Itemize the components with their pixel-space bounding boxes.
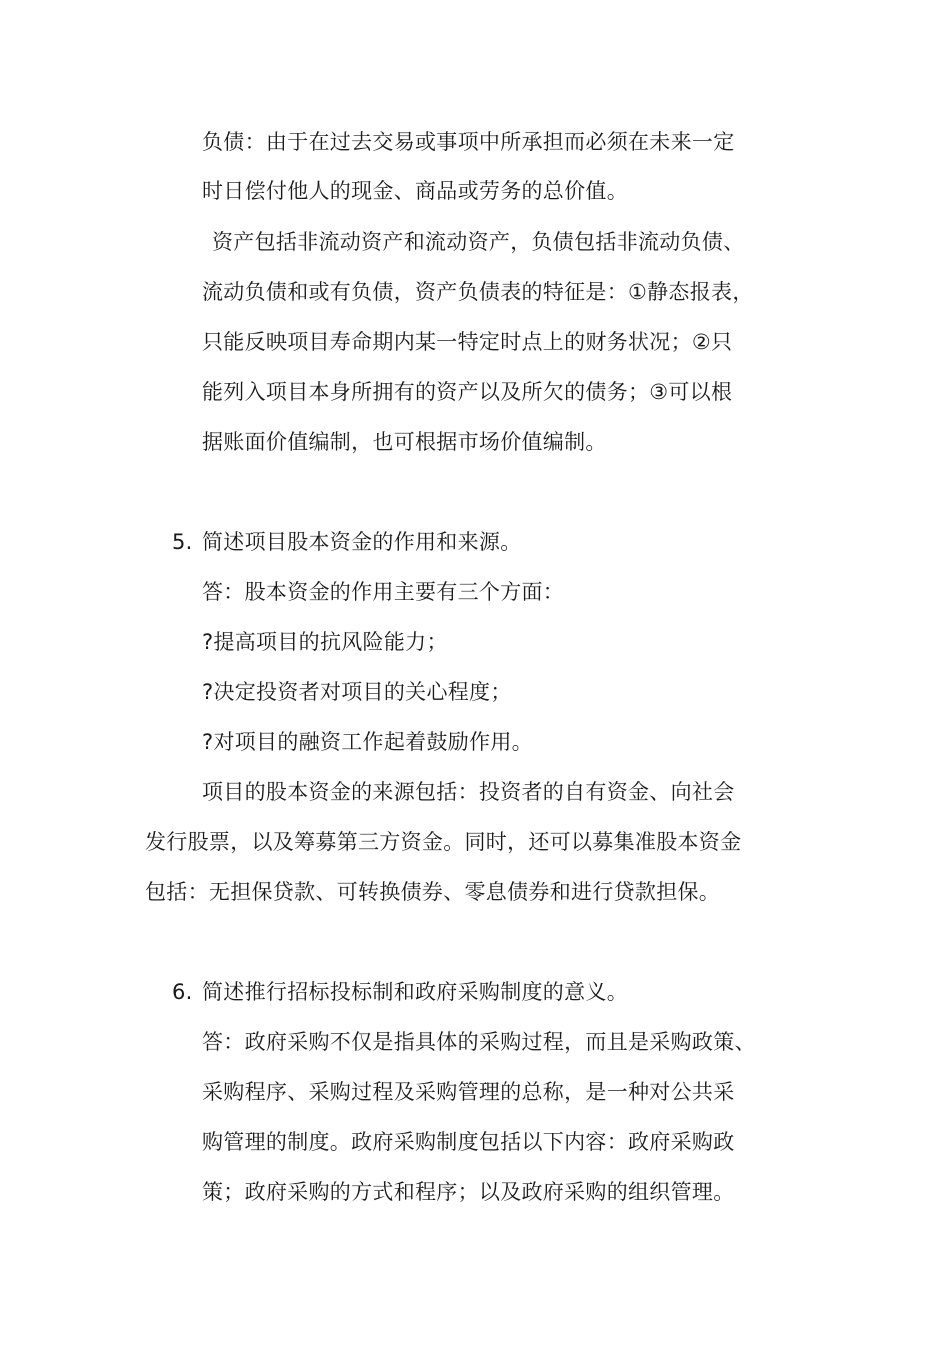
list-item: ?对项目的融资工作起着鼓励作用。 (202, 730, 533, 754)
question-number: 6. (172, 980, 193, 1004)
list-item: ?决定投资者对项目的关心程度； (202, 680, 512, 704)
paragraph-line: 资产包括非流动资产和流动资产，负债包括非流动负债、 (212, 230, 745, 254)
list-item: ?提高项目的抗风险能力； (202, 630, 448, 654)
paragraph-line: 据账面价值编制，也可根据市场价值编制。 (202, 430, 607, 454)
question-5-heading (172, 529, 522, 555)
paragraph-line: 能列入项目本身所拥有的资产以及所欠的债务；③可以根 (202, 380, 733, 404)
paragraph-line: 答：政府采购不仅是指具体的采购过程，而且是采购政策、 (202, 1030, 756, 1054)
question-title: 简述项目股本资金的作用和来源。 (202, 530, 522, 554)
paragraph-line: 流动负债和或有负债，资产负债表的特征是：①静态报表， (202, 280, 754, 304)
question-number: 5. (172, 530, 193, 554)
paragraph-line: 只能反映项目寿命期内某一特定时点上的财务状况；②只 (202, 330, 733, 354)
answer-intro: 答：股本资金的作用主要有三个方面： (202, 580, 565, 604)
paragraph-line: 负债：由于在过去交易或事项中所承担而必须在未来一定 (202, 130, 735, 154)
question-title: 简述推行招标投标制和政府采购制度的意义。 (202, 980, 628, 1004)
question-6-heading (172, 979, 628, 1005)
paragraph-line: 包括：无担保贷款、可转换债券、零息债券和进行贷款担保。 (145, 880, 721, 904)
paragraph-line: 发行股票，以及筹募第三方资金。同时，还可以募集准股本资金 (145, 830, 742, 854)
paragraph-line: 采购程序、采购过程及采购管理的总称，是一种对公共采 (202, 1080, 735, 1104)
paragraph-line: 策；政府采购的方式和程序；以及政府采购的组织管理。 (202, 1180, 735, 1204)
paragraph-line: 时日偿付他人的现金、商品或劳务的总价值。 (202, 179, 628, 203)
paragraph-line: 项目的股本资金的来源包括：投资者的自有资金、向社会 (202, 780, 735, 804)
paragraph-line: 购管理的制度。政府采购制度包括以下内容：政府采购政 (202, 1130, 735, 1154)
